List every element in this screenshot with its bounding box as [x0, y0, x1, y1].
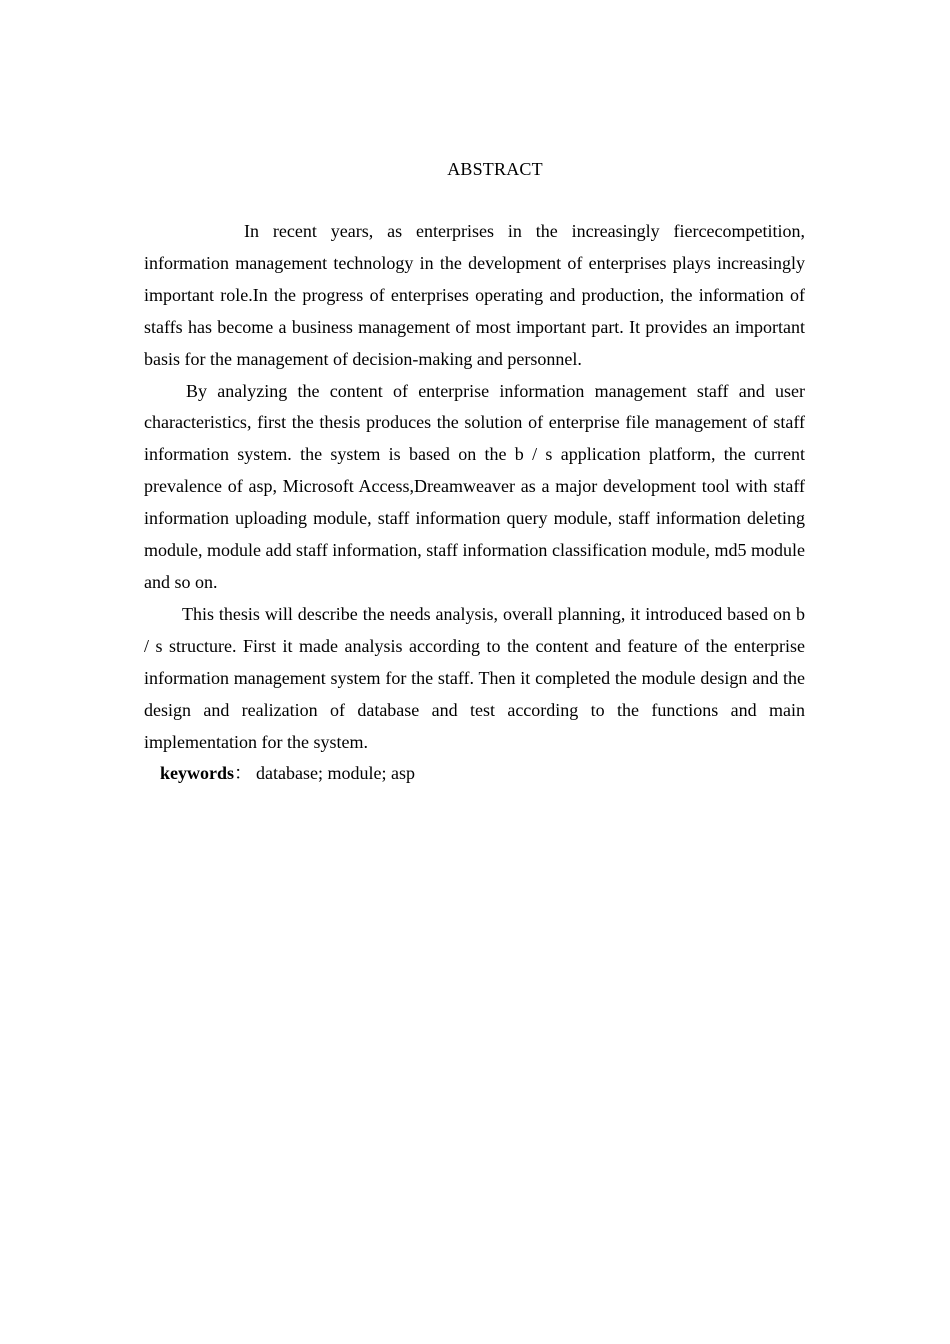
keywords-separator: ：	[234, 763, 253, 784]
keywords-line	[144, 758, 805, 790]
abstract-body	[144, 216, 805, 790]
keywords-value: database; module; asp	[256, 763, 415, 784]
abstract-paragraph-1: In recent years, as enterprises in the increasingly fiercecompetition, information management technology in the development of enterprises plays increasingly important role.In the progress of enterprises operating and production, the information of staffs has become a business management of most important part. It provides an important basis for the management of decision-making and personnel.	[144, 221, 805, 369]
abstract-title: ABSTRACT	[447, 159, 543, 179]
abstract-paragraph-3: This thesis will describe the needs analysis, overall planning, it introduced based on b / s structure. First it made analysis according to the content and feature of the enterprise information management system for the staff. Then it completed the module design and the design and realization of database and test according to the functions and main implementation for the system.	[144, 603, 805, 752]
keywords-label: keywords	[160, 763, 235, 784]
abstract-paragraph-2: By analyzing the content of enterprise information management staff and user characteristics, first the thesis produces the solution of enterprise file management of staff information system. the system is based on the b / s application platform, the current prevalence of asp, Microsoft Access,Dreamweaver as a major development tool with staff information uploading module, staff information query module, staff information deleting module, module add staff information, staff information classification module, md5 module and so on.	[144, 380, 805, 592]
